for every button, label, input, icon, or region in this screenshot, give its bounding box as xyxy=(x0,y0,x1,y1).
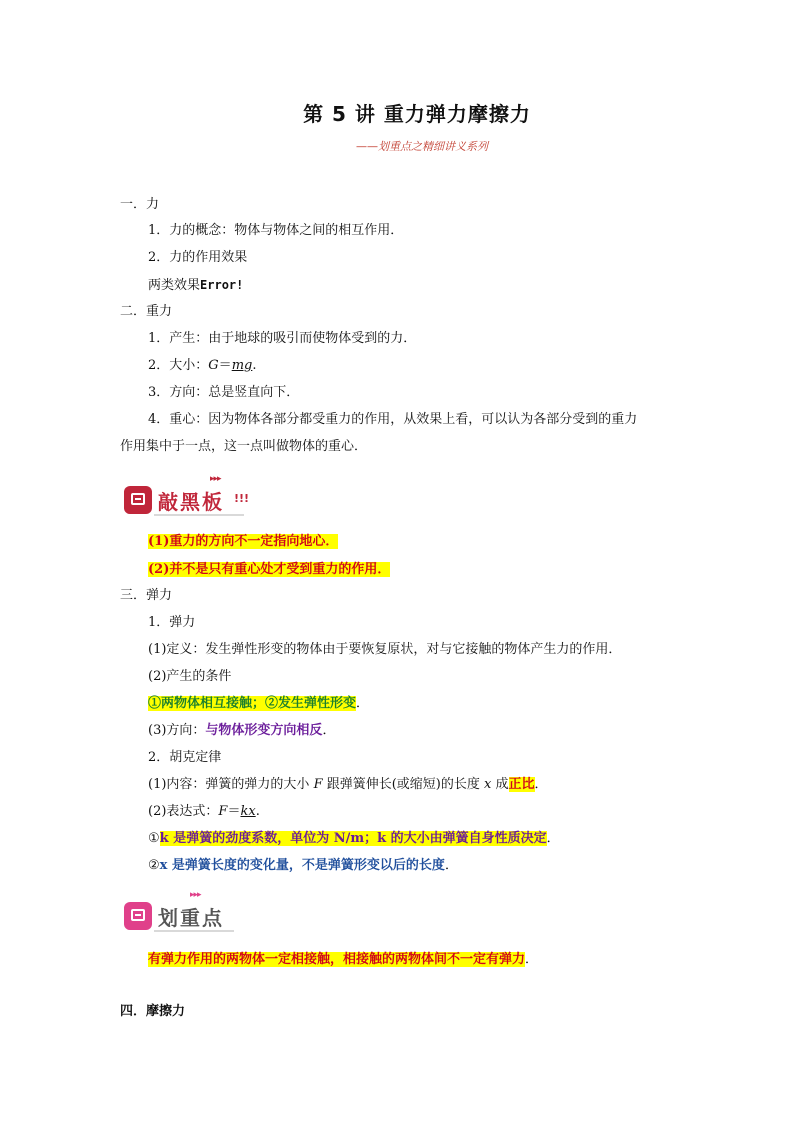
text: ． xyxy=(546,831,560,846)
arrows-decoration: ▸▸▸ xyxy=(210,474,221,484)
subheading: 2．胡克定律 xyxy=(148,750,222,765)
highlight-text: 正比 xyxy=(508,777,535,792)
paragraph xyxy=(148,357,256,375)
banner-key-points xyxy=(122,890,252,938)
text: ． xyxy=(322,723,336,738)
paragraph xyxy=(148,722,335,740)
highlight-text: 有弹力作用的两物体一定相接触，相接触的两物体间不一定有弹力 xyxy=(148,952,526,967)
divider xyxy=(154,930,234,932)
text: ＝ xyxy=(227,804,241,819)
paragraph: 3．方向：总是竖直向下． xyxy=(148,385,300,400)
page-subtitle: ——划重点之精细讲义系列 xyxy=(356,140,488,153)
paragraph xyxy=(148,695,369,713)
section-heading-elastic: 三．弹力 xyxy=(120,588,173,603)
highlight-text: k 是弹簧的劲度系数，单位为 N/m；k 的大小由弹簧自身性质决定 xyxy=(159,831,547,846)
text: ＝ xyxy=(218,358,232,373)
text: 2．大小： xyxy=(148,358,209,373)
highlight-text: (1)重力的方向不一定指向地心． xyxy=(148,534,339,549)
text: ． xyxy=(525,952,539,967)
paragraph: 作用集中于一点，这一点叫做物体的重心． xyxy=(120,439,368,454)
text: (3)方向： xyxy=(148,723,206,738)
section-heading-gravity: 二．重力 xyxy=(120,304,173,319)
text: 两类效果 xyxy=(148,278,201,293)
page-title: 第 5 讲 重力弹力摩擦力 xyxy=(303,102,531,126)
banner-knock-board xyxy=(122,474,272,522)
banner-title: 划重点 xyxy=(158,906,224,930)
symbol-f: F xyxy=(313,777,323,792)
highlight-text: (2)并不是只有重心处才受到重力的作用． xyxy=(148,562,391,577)
paragraph: (1)定义：发生弹性形变的物体由于要恢复原状，对与它接触的物体产生力的作用． xyxy=(148,642,622,657)
text: 跟弹簧伸长(或缩短)的长度 xyxy=(322,777,485,792)
error-text: Error! xyxy=(200,278,244,292)
section-heading-friction: 四．摩擦力 xyxy=(120,1004,186,1019)
arrows-decoration: ▸▸▸ xyxy=(190,890,201,900)
paragraph: 1．力的概念：物体与物体之间的相互作用． xyxy=(148,223,404,238)
key-note xyxy=(148,561,390,579)
paragraph: 1．产生：由于地球的吸引而使物体受到的力． xyxy=(148,331,417,346)
subheading: 1．弹力 xyxy=(148,615,196,630)
symbol-f: F xyxy=(218,804,228,819)
paragraph: 2．力的作用效果 xyxy=(148,250,248,265)
symbol-g: G xyxy=(208,358,219,373)
paragraph xyxy=(148,776,548,794)
formula-kx: kx xyxy=(240,804,256,819)
text: (1)内容：弹簧的弹力的大小 xyxy=(148,777,314,792)
paragraph xyxy=(148,857,458,875)
key-note xyxy=(148,533,338,551)
text: (2)表达式： xyxy=(148,804,219,819)
text: ． xyxy=(356,696,370,711)
emphasis-text: 与物体形变方向相反 xyxy=(205,723,323,738)
text: 成 xyxy=(491,777,509,792)
symbol-x: x xyxy=(484,777,492,792)
paragraph xyxy=(148,830,560,848)
paragraph xyxy=(148,276,243,295)
key-note xyxy=(148,951,538,969)
text: . xyxy=(252,358,257,373)
section-heading-force: 一．力 xyxy=(120,197,160,212)
blackboard-icon xyxy=(124,486,152,514)
lightning-icon xyxy=(124,902,152,930)
paragraph: 4．重心：因为物体各部分都受重力的作用，从效果上看，可以认为各部分受到的重力 xyxy=(148,412,638,427)
divider xyxy=(154,514,244,516)
text: ． xyxy=(534,777,548,792)
text: ① xyxy=(148,831,160,846)
banner-title: 敲黑板 xyxy=(158,490,224,514)
paragraph: (2)产生的条件 xyxy=(148,669,232,684)
text: ． xyxy=(444,858,458,873)
paragraph xyxy=(148,803,260,821)
highlight-text: ①两物体相互接触；②发生弹性形变 xyxy=(148,696,357,711)
text: ② xyxy=(148,858,160,873)
banner-exclamation: !!! xyxy=(234,492,250,505)
formula-mg: mg xyxy=(231,358,253,373)
emphasis-text: x 是弹簧长度的变化量，不是弹簧形变以后的长度 xyxy=(159,858,445,873)
text: . xyxy=(255,804,260,819)
